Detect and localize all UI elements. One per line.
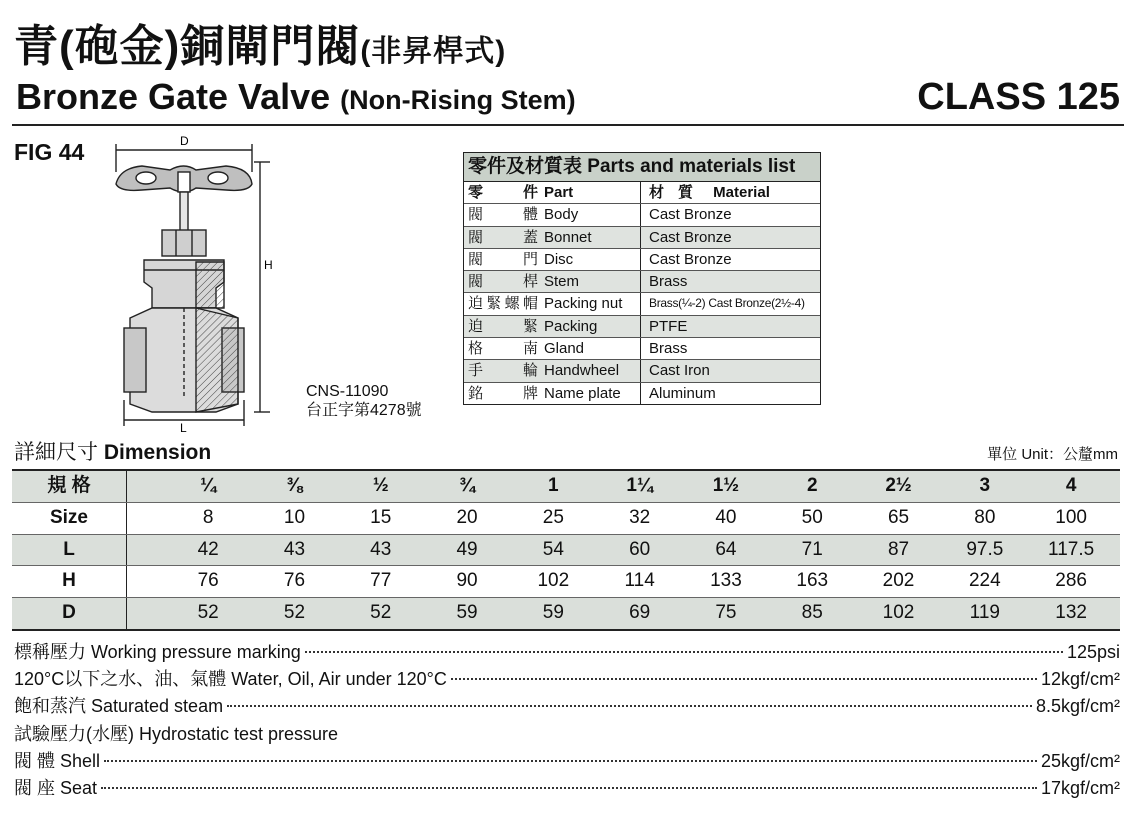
part-name-en: Disc bbox=[544, 250, 574, 268]
dimension-cell: 114 bbox=[624, 570, 655, 592]
part-material: Aluminum bbox=[649, 384, 716, 402]
dimension-row-label: H bbox=[12, 566, 127, 597]
parts-table-row bbox=[464, 338, 820, 360]
dimension-cell: 119 bbox=[969, 602, 1000, 624]
part-name-en: Name plate bbox=[544, 384, 621, 402]
pressure-label: 飽和蒸汽 Saturated steam bbox=[14, 696, 224, 717]
part-name-zh: 閥蓋 bbox=[468, 228, 538, 246]
header-part-en: Part bbox=[544, 184, 574, 201]
pressure-label: 120°C以下之水、油、氣體 Water, Oil, Air under 120°C bbox=[14, 669, 447, 690]
part-name-zh: 閥門 bbox=[468, 250, 538, 268]
part-material: Cast Iron bbox=[649, 362, 710, 380]
parts-table-header bbox=[464, 182, 820, 204]
pressure-line bbox=[14, 665, 1120, 692]
dimension-cell: 132 bbox=[1055, 602, 1087, 624]
dimension-cell: 52 bbox=[283, 602, 306, 624]
header-divider bbox=[12, 124, 1124, 126]
part-name-zh: 手輪 bbox=[468, 362, 538, 380]
pressure-value: 17kgf/cm² bbox=[1040, 777, 1120, 798]
dimension-cell: 117.5 bbox=[1048, 538, 1095, 560]
parts-table-row bbox=[464, 316, 820, 338]
part-name-zh: 格南 bbox=[468, 340, 538, 358]
dimension-cell: 32 bbox=[629, 506, 651, 528]
dimension-cell: 1¼ bbox=[626, 475, 653, 496]
dimension-cell: 71 bbox=[801, 538, 823, 560]
dimension-cell: 87 bbox=[887, 538, 910, 560]
part-name-en: Stem bbox=[544, 273, 580, 291]
dimension-cell: 42 bbox=[197, 538, 219, 560]
title-zh-main: 青(砲金)銅閘門閥 bbox=[14, 22, 361, 71]
title-en-sub: (Non-Rising Stem) bbox=[340, 85, 576, 115]
dimension-title-zh: 詳細尺寸 bbox=[14, 441, 98, 464]
part-name-zh: 迫緊螺帽 bbox=[468, 295, 538, 313]
parts-table-row bbox=[464, 293, 820, 315]
part-material: Cast Bronze bbox=[649, 250, 732, 268]
dimension-row bbox=[12, 503, 1120, 535]
dimension-cell: 97.5 bbox=[966, 538, 1004, 560]
dotted-leader bbox=[104, 760, 1037, 762]
pressure-list bbox=[14, 638, 1120, 801]
gate-valve-drawing bbox=[100, 132, 290, 432]
packing-nut-shape bbox=[162, 230, 206, 256]
figure-label: FIG 44 bbox=[14, 139, 85, 165]
dimension-cell: 202 bbox=[882, 570, 915, 592]
dimension-cell: 52 bbox=[197, 602, 219, 624]
header-part-zh: 零件 bbox=[468, 184, 538, 201]
part-name-en: Packing bbox=[544, 317, 598, 335]
dimension-cell: 65 bbox=[887, 506, 910, 528]
part-name-zh: 閥桿 bbox=[468, 273, 538, 291]
pressure-value: 8.5kgf/cm² bbox=[1035, 696, 1120, 717]
dimension-cell: 4 bbox=[1065, 475, 1077, 496]
dimension-cell: 59 bbox=[456, 602, 478, 624]
dimension-row bbox=[12, 471, 1120, 503]
class-label: CLASS 125 bbox=[917, 76, 1120, 118]
pressure-line bbox=[14, 720, 1120, 747]
parts-table-row bbox=[464, 383, 820, 404]
dimension-cell: 80 bbox=[974, 506, 996, 528]
dimension-row bbox=[12, 566, 1120, 598]
dimension-row-label: 規 格 bbox=[12, 471, 127, 502]
cert-number: 台正字第4278號 bbox=[306, 402, 422, 419]
dimension-cell: 75 bbox=[715, 602, 737, 624]
part-name-en: Bonnet bbox=[544, 228, 592, 246]
dimension-row-label: Size bbox=[12, 503, 127, 534]
dimension-cell: 43 bbox=[370, 538, 392, 560]
part-name-en: Body bbox=[544, 206, 579, 224]
dimension-cell: ¼ bbox=[200, 475, 217, 496]
dimension-cell: 43 bbox=[283, 538, 306, 560]
pressure-label: 標稱壓力 Working pressure marking bbox=[14, 642, 301, 662]
dimension-cell: 163 bbox=[796, 570, 829, 592]
dimension-cell: 90 bbox=[456, 570, 478, 592]
title-zh-sub: (非昇桿式) bbox=[360, 35, 507, 68]
dimension-cell: 102 bbox=[537, 570, 570, 592]
parts-table-row bbox=[464, 271, 820, 293]
pressure-line bbox=[14, 747, 1120, 774]
parts-table-row bbox=[464, 204, 820, 226]
part-material: Brass(¼-2) Cast Bronze(2½-4) bbox=[649, 296, 805, 311]
part-material: PTFE bbox=[649, 317, 688, 335]
dimension-cell: 85 bbox=[801, 602, 823, 624]
part-name-zh: 迫緊 bbox=[468, 317, 538, 335]
dimension-cell: 100 bbox=[1055, 506, 1087, 528]
dimension-cell: 40 bbox=[715, 506, 737, 528]
pressure-label: 閥 體 Shell bbox=[14, 750, 101, 771]
dimension-cell: 1 bbox=[548, 475, 559, 496]
dimension-cell: ¾ bbox=[459, 475, 475, 496]
dimension-row-label: D bbox=[12, 598, 127, 629]
part-name-zh: 閥體 bbox=[468, 206, 538, 224]
dimension-cell: 286 bbox=[1055, 570, 1087, 592]
dimension-cell: 2½ bbox=[885, 475, 912, 496]
pressure-label: 試驗壓力(水壓) Hydrostatic test pressure bbox=[14, 723, 339, 744]
part-material: Brass bbox=[649, 273, 688, 291]
part-material: Cast Bronze bbox=[649, 228, 732, 246]
parts-table-title: 零件及材質表 Parts and materials list bbox=[464, 153, 820, 182]
dotted-leader bbox=[305, 651, 1063, 653]
unit-label: 單位 Unit：公釐mm bbox=[987, 446, 1118, 463]
dimension-row bbox=[12, 535, 1120, 567]
dimension-cell: 76 bbox=[197, 570, 219, 592]
header-material-zh: 材質 bbox=[649, 184, 708, 201]
dimension-d-label: D bbox=[180, 134, 189, 148]
dimension-cell: 133 bbox=[710, 570, 742, 592]
title-english bbox=[16, 76, 576, 118]
pressure-line bbox=[14, 692, 1120, 719]
dimension-cell: ½ bbox=[372, 475, 389, 496]
pressure-line bbox=[14, 774, 1120, 801]
part-material: Cast Bronze bbox=[649, 206, 732, 224]
dotted-leader bbox=[451, 678, 1037, 680]
pressure-line bbox=[14, 638, 1120, 665]
dimension-cell: 64 bbox=[715, 538, 737, 560]
header-material-en: Material bbox=[713, 184, 770, 201]
dimension-cell: 77 bbox=[370, 570, 392, 592]
dimension-title bbox=[14, 436, 211, 466]
dimension-cell: 60 bbox=[629, 538, 651, 560]
parts-materials-table bbox=[463, 152, 821, 405]
parts-table-row bbox=[464, 360, 820, 382]
pressure-label: 閥 座 Seat bbox=[14, 777, 98, 798]
part-material: Brass bbox=[649, 340, 688, 358]
part-name-en: Handwheel bbox=[544, 362, 620, 380]
dimension-cell: 76 bbox=[283, 570, 306, 592]
dimension-cell: 59 bbox=[542, 602, 564, 624]
title-en-main: Bronze Gate Valve bbox=[16, 76, 331, 117]
pressure-value: 12kgf/cm² bbox=[1040, 669, 1120, 690]
part-name-zh: 銘牌 bbox=[468, 384, 538, 402]
dimension-h-label: H bbox=[264, 258, 273, 272]
dimension-cell: 69 bbox=[629, 602, 651, 624]
dimension-table bbox=[12, 469, 1120, 631]
dimension-title-en: Dimension bbox=[103, 441, 212, 464]
dimension-row-label: L bbox=[12, 535, 127, 566]
parts-table-row bbox=[464, 249, 820, 271]
dimension-cell: 224 bbox=[968, 570, 1001, 592]
pressure-value: 125psi bbox=[1066, 642, 1120, 662]
dimension-cell: ⅜ bbox=[286, 475, 303, 496]
dimension-cell: 10 bbox=[283, 506, 306, 528]
dimension-cell: 54 bbox=[542, 538, 564, 560]
part-name-en: Gland bbox=[544, 340, 585, 358]
dimension-cell: 8 bbox=[202, 506, 214, 528]
title-chinese bbox=[14, 10, 506, 74]
dimension-cell: 1½ bbox=[712, 475, 740, 496]
certification-block bbox=[306, 382, 422, 420]
dimension-cell: 2 bbox=[806, 475, 818, 496]
dimension-cell: 3 bbox=[979, 475, 991, 496]
dimension-cell: 102 bbox=[882, 602, 915, 624]
dotted-leader bbox=[101, 787, 1037, 789]
dimension-cell: 50 bbox=[801, 506, 823, 528]
dimension-cell: 15 bbox=[370, 506, 392, 528]
dimension-row bbox=[12, 598, 1120, 629]
part-name-en: Packing nut bbox=[544, 295, 623, 313]
dotted-leader bbox=[227, 705, 1032, 707]
dimension-cell: 49 bbox=[456, 538, 478, 560]
dimension-cell: 20 bbox=[456, 506, 478, 528]
pressure-value: 25kgf/cm² bbox=[1040, 750, 1120, 771]
cns-number: CNS-11090 bbox=[306, 383, 389, 400]
dimension-l-label: L bbox=[180, 421, 187, 432]
dimension-cell: 25 bbox=[542, 506, 564, 528]
dimension-cell: 52 bbox=[370, 602, 392, 624]
parts-table-row bbox=[464, 227, 820, 249]
